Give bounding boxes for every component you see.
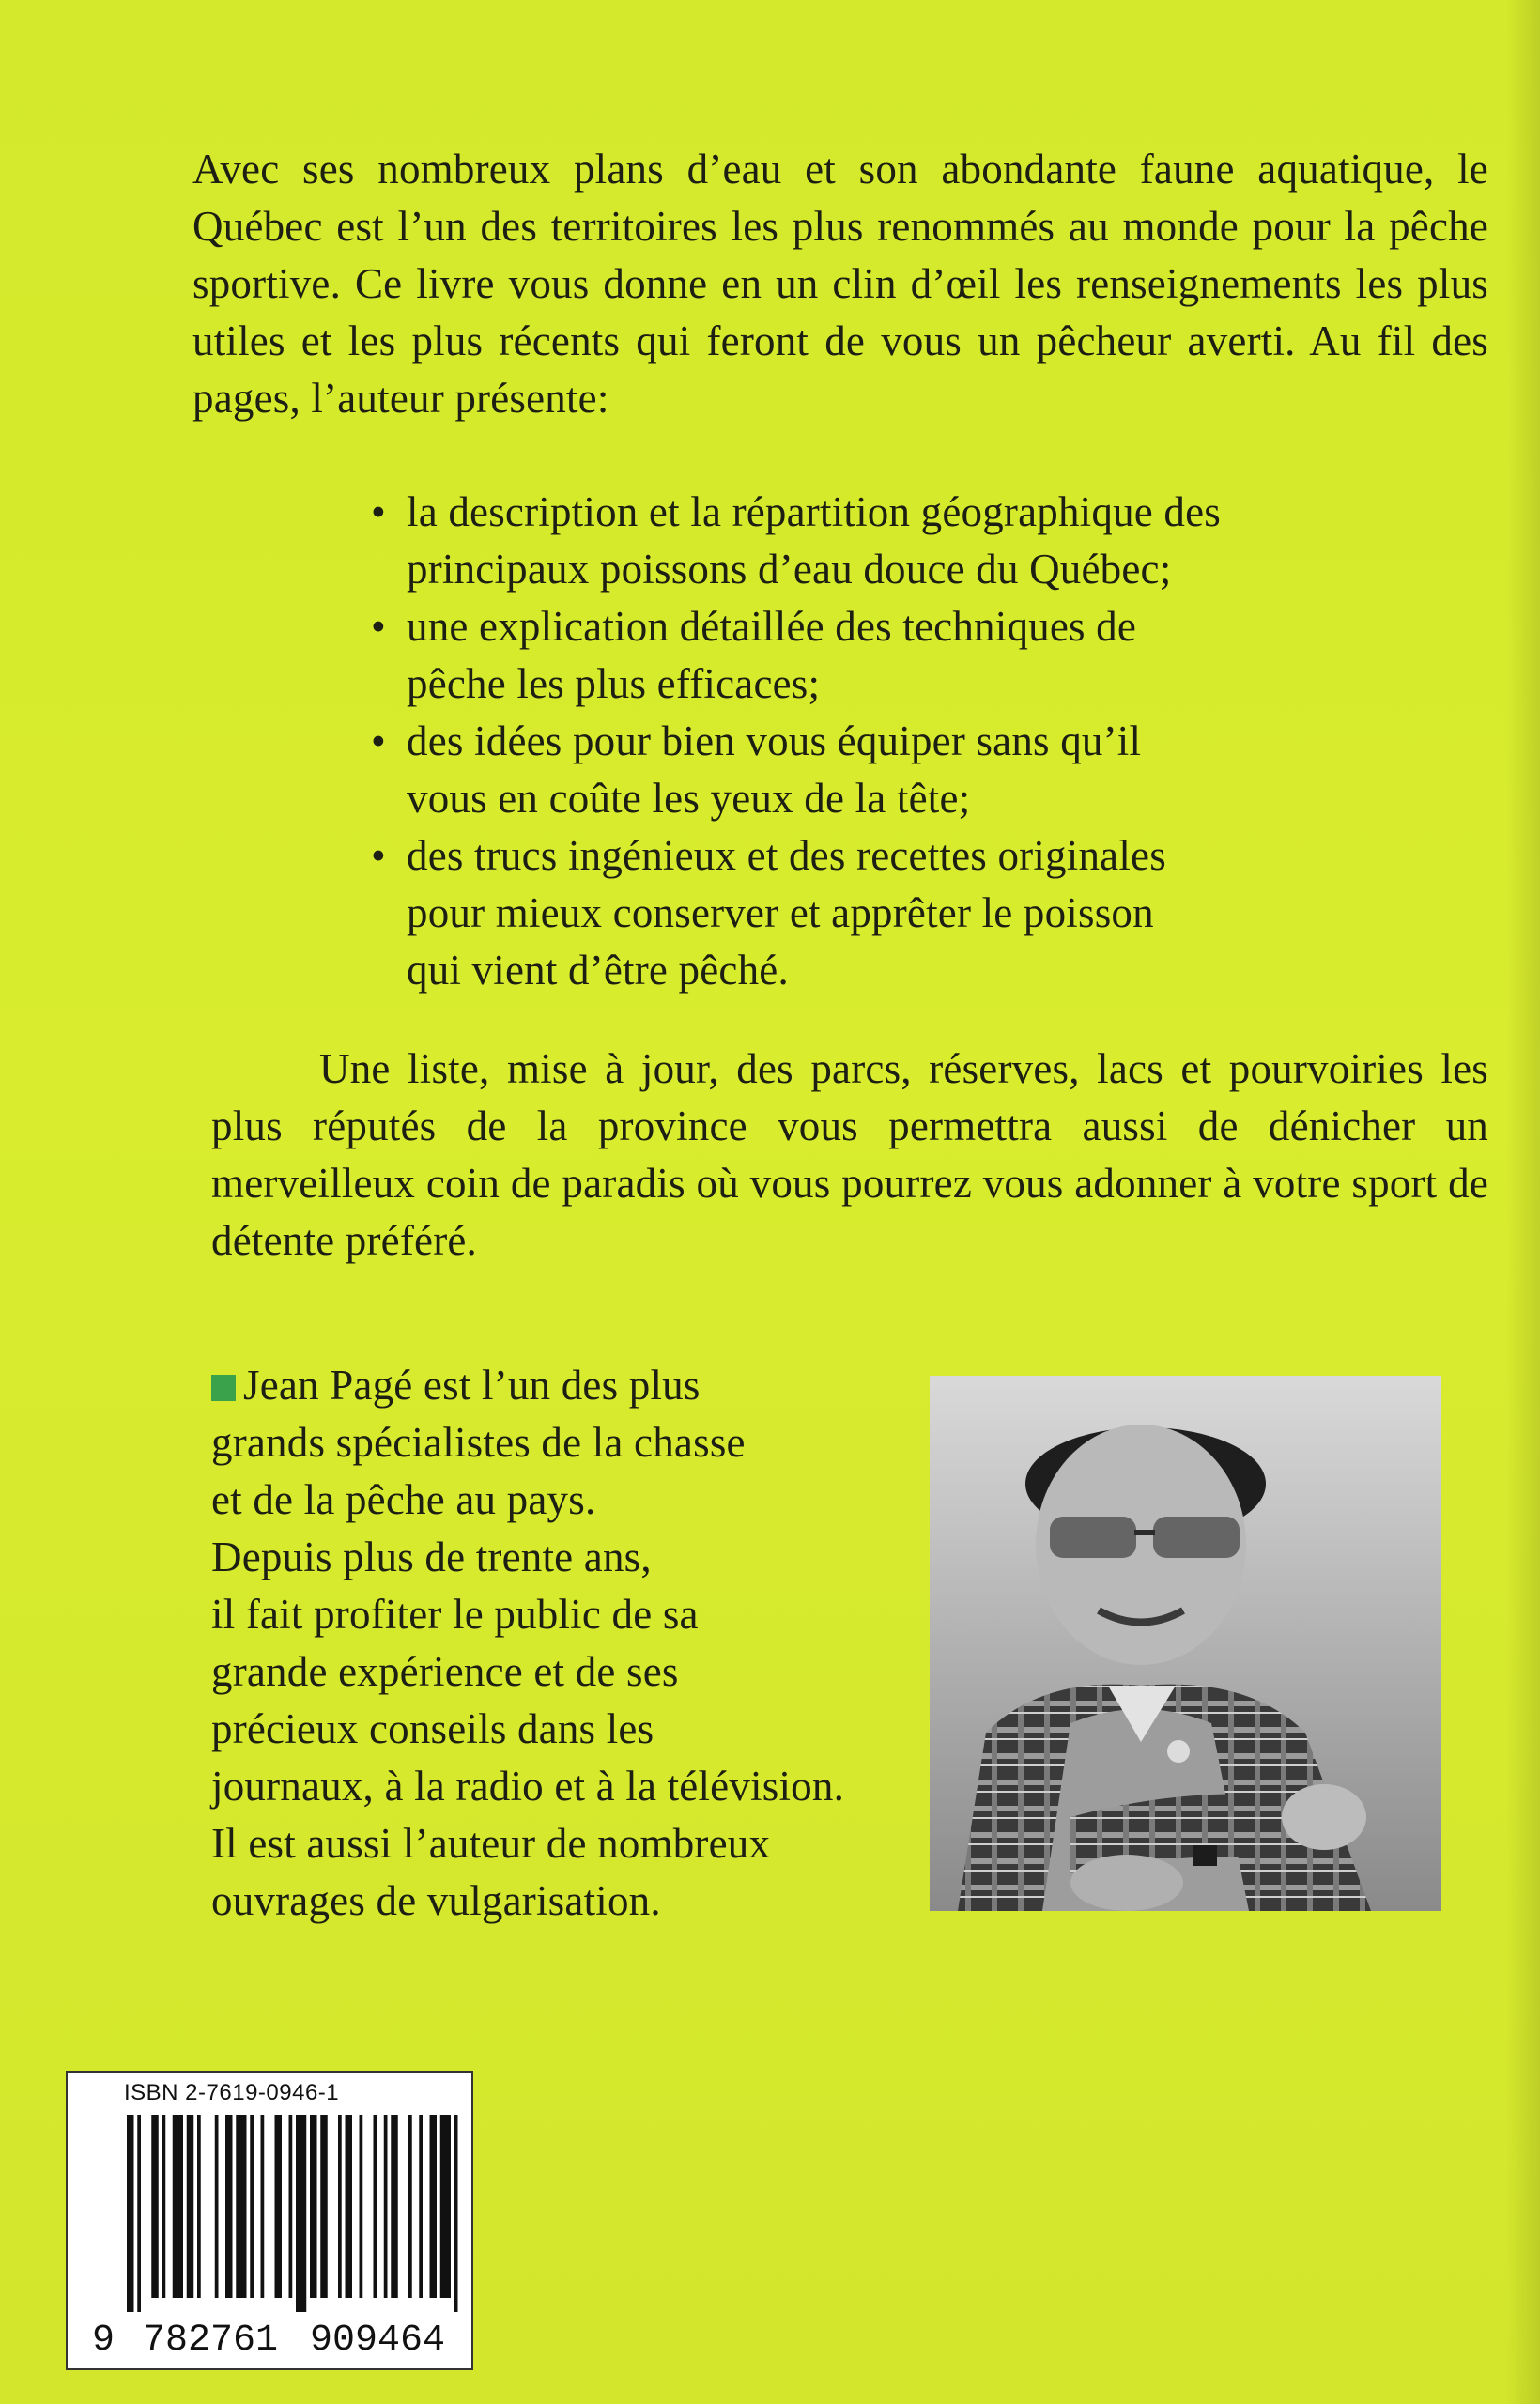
green-square-icon [211, 1375, 236, 1401]
list-item-line: la description et la répartition géographique des [407, 488, 1221, 535]
barcode-bar [236, 2115, 246, 2298]
barcode-bar [275, 2115, 283, 2298]
bio-line: grands spécialistes de la chasse [211, 1419, 746, 1466]
barcode-bar [346, 2115, 353, 2298]
isbn-label: ISBN 2-7619-0946-1 [124, 2080, 340, 2105]
bio-line: et de la pêche au pays. [211, 1476, 596, 1523]
bullet-icon: • [371, 488, 386, 535]
barcode-bar [374, 2115, 377, 2298]
barcode-bar [187, 2115, 194, 2298]
list-item [371, 484, 1394, 598]
barcode-bar [430, 2115, 438, 2298]
bio-line: ouvrages de vulgarisation. [211, 1877, 661, 1924]
list-item [371, 713, 1394, 827]
barcode-bar [261, 2115, 265, 2298]
bio-line: journaux, à la radio et à la télévision. [211, 1763, 845, 1810]
list-item-line: vous en coûte les yeux de la tête; [407, 775, 971, 822]
barcode-bar [440, 2115, 451, 2298]
bullet-icon: • [371, 603, 386, 650]
author-portrait-icon [930, 1376, 1441, 1911]
bio-line: grande expérience et de ses [211, 1648, 679, 1695]
barcode-bar [250, 2115, 254, 2298]
list-item-line: principaux poissons d’eau douce du Québec; [407, 546, 1172, 593]
barcode-bar [173, 2115, 183, 2298]
bio-line: Jean Pagé est l’un des plus [243, 1362, 701, 1409]
barcode-digit-first: 9 [92, 2319, 116, 2362]
bio-line: Depuis plus de trente ans, [211, 1533, 652, 1580]
barcode-bar [408, 2115, 412, 2298]
list-item-line: une explication détaillée des techniques de [407, 603, 1137, 650]
barcode-bar [162, 2115, 166, 2298]
barcode-bar [320, 2115, 328, 2298]
barcode-bar [289, 2115, 293, 2298]
author-bio [211, 1357, 925, 1930]
closing-paragraph: Une liste, mise à jour, des parcs, réserves, lacs et pourvoiries les plus réputés de la province vous permettra aussi de dénicher un merveilleux coin de paradis où vous pourrez vous adonner à votre sport de détente préféré. [211, 1045, 1488, 1264]
barcode-bar [215, 2115, 219, 2298]
bio-line: précieux conseils dans les [211, 1705, 654, 1752]
barcode-bar [197, 2115, 201, 2298]
feature-list [371, 484, 1394, 999]
barcode-bar [225, 2115, 233, 2298]
intro-paragraph: Avec ses nombreux plans d’eau et son abondante faune aquatique, le Québec est l’un des territoires les plus renommés au monde pour la pêche sportive. Ce livre vous donne en un clin d’œil les renseignements les plus utiles et les plus récents qui feront de vous un pêcheur averti. Au fil des pages, l’auteur présente: [192, 146, 1488, 422]
cover-edge-shadow [1506, 0, 1540, 2404]
list-item-line: des trucs ingénieux et des recettes originales [407, 832, 1166, 879]
barcode-bar [384, 2115, 388, 2298]
list-item-line: pêche les plus efficaces; [407, 660, 821, 707]
barcode-bar [127, 2115, 134, 2312]
list-item-line: pour mieux conserver et apprêter le poisson [407, 889, 1154, 936]
barcode-bar [338, 2115, 342, 2298]
author-photo [930, 1376, 1441, 1911]
list-item [371, 598, 1394, 713]
list-item-line: qui vient d’être pêché. [407, 947, 789, 994]
barcode-graphic [127, 2115, 465, 2312]
barcode-bar [296, 2115, 306, 2312]
list-item-line: des idées pour bien vous équiper sans qu’il [407, 717, 1142, 764]
list-item [371, 827, 1394, 999]
bio-line: Il est aussi l’auteur de nombreux [211, 1820, 771, 1867]
barcode-bar [310, 2115, 317, 2298]
bullet-icon: • [371, 832, 386, 879]
bullet-icon: • [371, 717, 386, 764]
barcode-bar [419, 2115, 423, 2298]
bio-line: il fait profiter le public de sa [211, 1591, 699, 1638]
barcode-digits-right: 909464 [310, 2319, 446, 2362]
barcode-bar [137, 2115, 141, 2312]
barcode-bar [151, 2115, 159, 2298]
barcode-digits-left: 782761 [143, 2319, 279, 2362]
barcode-bar [391, 2115, 398, 2298]
barcode-bar [360, 2115, 363, 2298]
barcode-bar [454, 2115, 458, 2312]
